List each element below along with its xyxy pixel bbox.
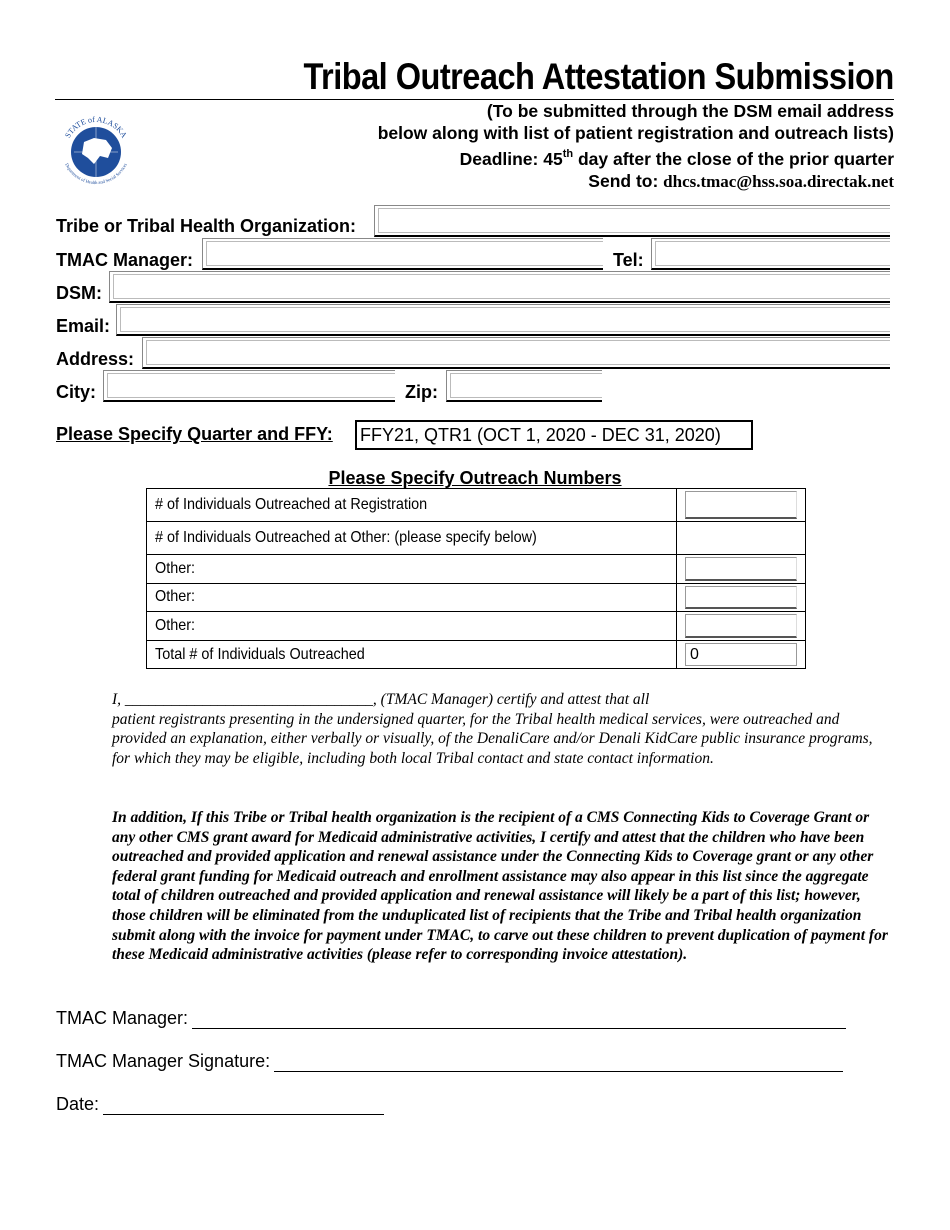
- seal-top-text: STATE of ALASKA: [63, 114, 129, 140]
- other-2-count-field[interactable]: [685, 586, 797, 610]
- manager-signature-row: [56, 1051, 843, 1072]
- total-count-field[interactable]: 0: [685, 643, 797, 667]
- manager-name-line[interactable]: [192, 1011, 846, 1029]
- city-label: City:: [56, 382, 96, 402]
- table-row: [147, 612, 806, 641]
- instructions-line-1: (To be submitted through the DSM email address: [486, 101, 894, 121]
- other-1-count-field[interactable]: [685, 557, 797, 581]
- manager-signature-line[interactable]: [274, 1054, 843, 1072]
- tmac-manager-field[interactable]: [202, 238, 603, 270]
- seal-bottom-text: Department of Health and Social Services: [64, 162, 128, 186]
- other-3-count-field[interactable]: [685, 614, 797, 638]
- attestation-first-line: I, ________________________________, (TMAC Manager) certify and attest that all: [112, 691, 650, 708]
- row-label: Other:: [155, 559, 196, 577]
- table-row: [147, 522, 806, 555]
- zip-label: Zip:: [405, 382, 438, 402]
- zip-field[interactable]: [446, 370, 602, 402]
- date-label: Date:: [56, 1094, 100, 1114]
- table-row: [147, 583, 806, 612]
- attestation-paragraph-2: In addition, If this Tribe or Tribal health organization is the recipient of a CMS Connecting Kids to Coverage Grant or any other CMS grant award for Medicaid administrative activities, I certify and attest that the children who have been outreached and provided application and renewal assistance under the Connecting Kids to Coverage grant or any other federal grant funding for Medicaid outreach and enrollment assistance may also appear in this list since the aggregate total of children outreached and provided application and renewal assistance will likely be a part of this list; however, those children will be eliminated from the unduplicated list of recipients that the Tribe and Tribal health organization submit along with the invoice for payment under TMAC, to carve out these children to prevent duplication of payment for these Medicaid administrative activities (please refer to corresponding invoice attestation).: [112, 809, 888, 964]
- other-count-cell: [677, 522, 806, 555]
- email-field[interactable]: [116, 304, 890, 336]
- manager-signature-label: TMAC Manager Signature:: [56, 1051, 271, 1071]
- outreach-table: [146, 488, 806, 669]
- row-label: Total # of Individuals Outreached: [155, 645, 365, 663]
- registration-count-field[interactable]: [685, 491, 797, 519]
- address-label: Address:: [56, 349, 135, 369]
- row-label: Other:: [155, 616, 196, 634]
- outreach-table-title: Please Specify Outreach Numbers: [328, 468, 622, 488]
- dsm-field[interactable]: [109, 271, 890, 303]
- tribe-field[interactable]: [374, 205, 890, 237]
- tel-field[interactable]: [651, 238, 890, 270]
- deadline-line: Deadline: 45th day after the close of the prior quarter: [459, 148, 894, 169]
- table-row: [147, 640, 806, 669]
- attestation-paragraph-1: [112, 690, 892, 768]
- manager-name-label: TMAC Manager:: [56, 1008, 189, 1028]
- state-seal-icon: [54, 108, 138, 196]
- city-field[interactable]: [103, 370, 395, 402]
- email-label: Email:: [56, 316, 111, 336]
- quarter-label: Please Specify Quarter and FFY:: [56, 424, 333, 444]
- send-to-email: dhcs.tmac@hss.soa.directak.net: [663, 171, 894, 191]
- submission-instructions: [378, 100, 894, 193]
- row-label: # of Individuals Outreached at Other: (please specify below): [155, 529, 537, 546]
- row-label: # of Individuals Outreached at Registration: [155, 496, 428, 513]
- tmac-manager-label: TMAC Manager:: [56, 250, 194, 270]
- send-to-line: Send to: dhcs.tmac@hss.soa.directak.net: [588, 170, 894, 191]
- address-field[interactable]: [142, 337, 890, 369]
- attestation-body: patient registrants presenting in the undersigned quarter, for the Tribal health medical services, were outreached and provided an explanation, either verbally or visually, of the DenaliCare and/or Denali KidCare public insurance programs, for which they may be eligible, including both local Tribal contact and state contact information.: [112, 710, 873, 767]
- tribe-label: Tribe or Tribal Health Organization:: [56, 216, 357, 236]
- dsm-label: DSM:: [56, 283, 102, 303]
- instructions-line-2: below along with list of patient registration and outreach lists): [377, 123, 894, 143]
- table-row: [147, 489, 806, 522]
- tel-label: Tel:: [613, 250, 644, 270]
- document-title: Tribal Outreach Attestation Submission: [303, 56, 894, 97]
- row-label: Other:: [155, 588, 196, 606]
- quarter-field[interactable]: FFY21, QTR1 (OCT 1, 2020 - DEC 31, 2020): [355, 420, 753, 450]
- date-row: [56, 1094, 384, 1115]
- manager-name-row: [56, 1008, 846, 1029]
- table-row: [147, 555, 806, 584]
- date-line[interactable]: [103, 1097, 384, 1115]
